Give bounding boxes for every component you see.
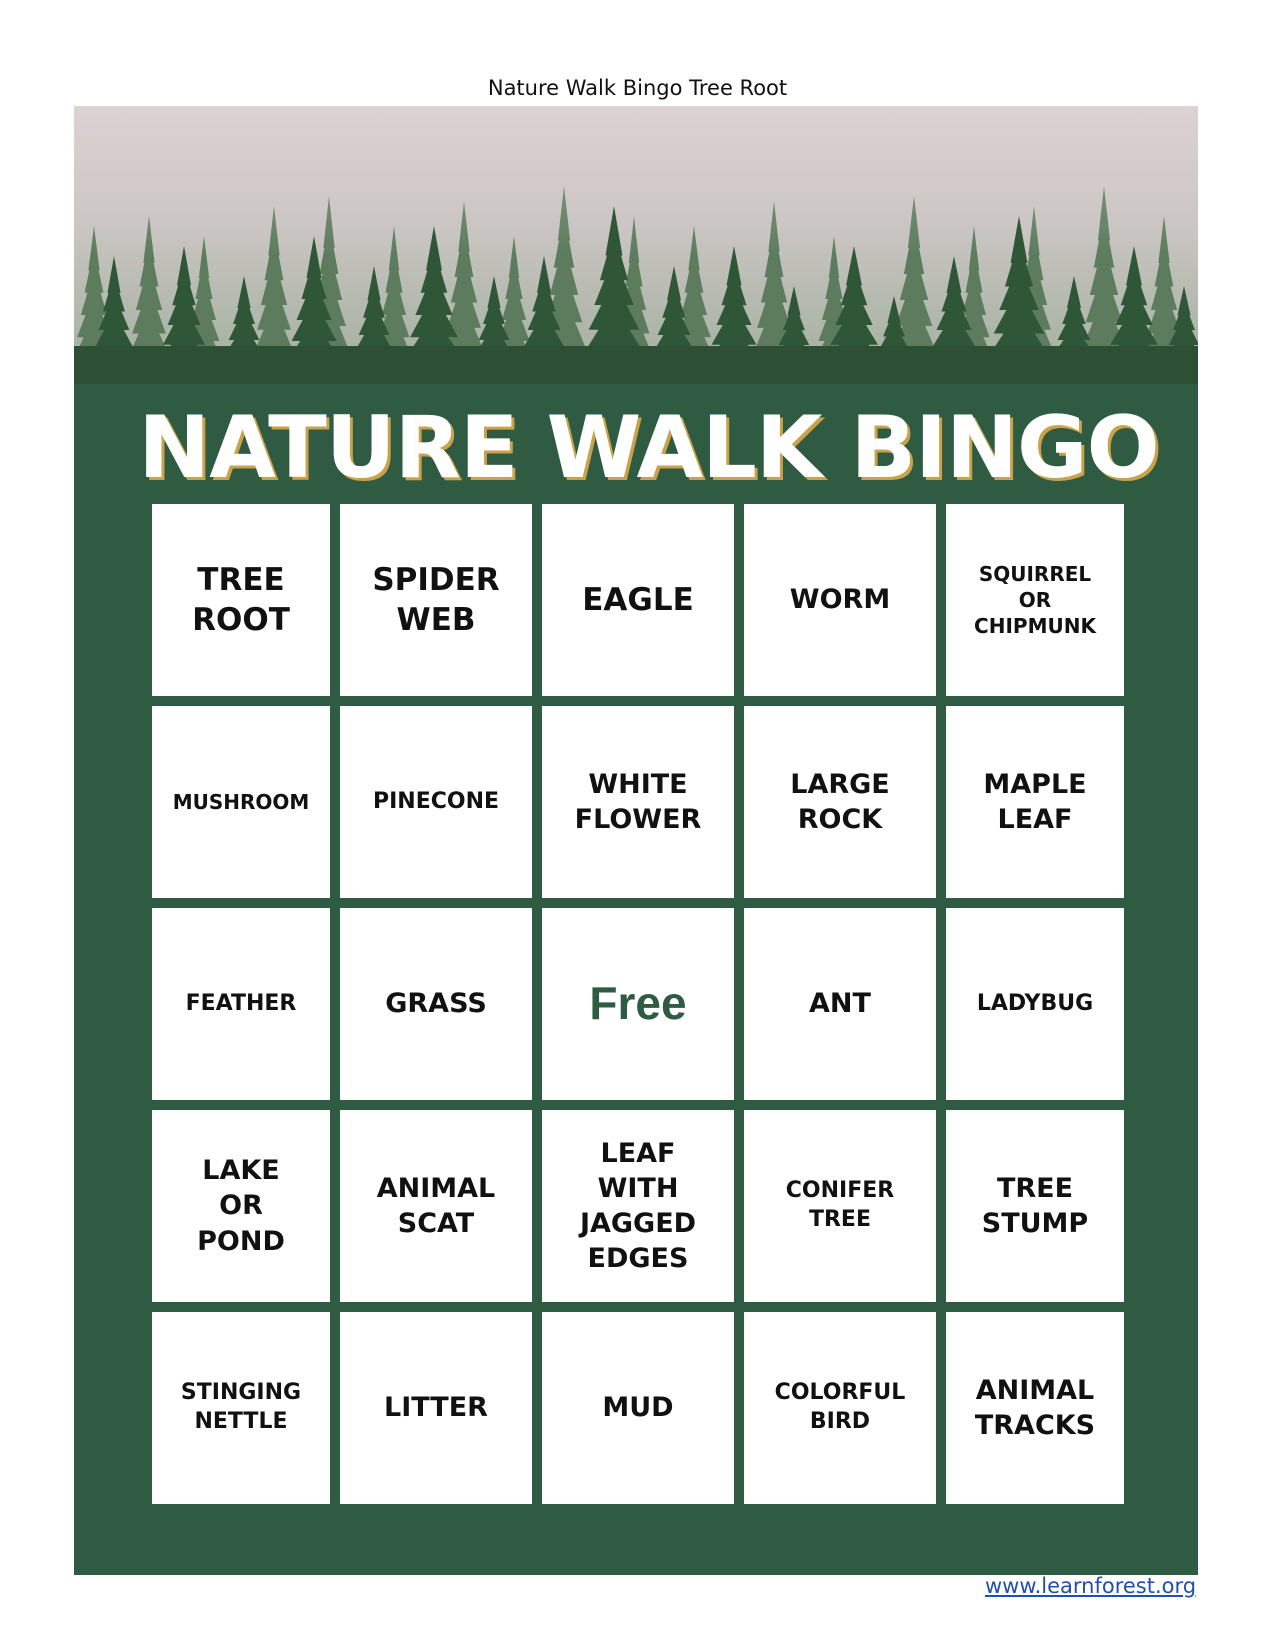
bingo-cell[interactable]	[946, 504, 1124, 696]
bingo-cell[interactable]	[152, 1110, 330, 1302]
cell-label: TREE ROOT	[192, 561, 290, 638]
forest-banner-image	[74, 106, 1198, 384]
cell-label: EAGLE	[582, 581, 694, 618]
document-header: Nature Walk Bingo Tree Root	[487, 76, 788, 100]
bingo-cell[interactable]	[152, 1312, 330, 1504]
cell-label: COLORFUL BIRD	[774, 1380, 906, 1434]
cell-label: GRASS	[385, 988, 487, 1020]
bingo-grid	[152, 504, 1124, 1504]
cell-label: LEAF WITH JAGGED EDGES	[579, 1137, 697, 1275]
cell-label: MAPLE LEAF	[983, 768, 1087, 835]
bingo-cell[interactable]	[152, 706, 330, 898]
cell-label: TREE STUMP	[981, 1172, 1089, 1239]
bingo-cell[interactable]	[340, 1110, 532, 1302]
cell-label: STINGING NETTLE	[180, 1380, 302, 1434]
cell-label: PINECONE	[372, 788, 500, 814]
cell-label: MUSHROOM	[172, 790, 310, 814]
bingo-cell[interactable]	[542, 1110, 734, 1302]
bingo-cell[interactable]	[340, 706, 532, 898]
bingo-cell[interactable]	[340, 504, 532, 696]
cell-label: LAKE OR POND	[197, 1155, 285, 1257]
cell-label: WORM	[789, 584, 891, 616]
bingo-cell[interactable]	[946, 1312, 1124, 1504]
cell-label: ANIMAL SCAT	[376, 1172, 496, 1239]
bingo-cell[interactable]	[946, 706, 1124, 898]
cell-label: LITTER	[384, 1392, 488, 1424]
bingo-sheet	[74, 106, 1198, 1575]
bingo-cell[interactable]	[946, 908, 1124, 1100]
bingo-cell[interactable]	[152, 504, 330, 696]
free-label: Free	[589, 977, 687, 1030]
bingo-cell[interactable]	[340, 908, 532, 1100]
bingo-title: NATURE WALK BINGO	[138, 398, 1159, 498]
cell-label: LADYBUG	[976, 990, 1094, 1016]
cell-label: CONIFER TREE	[785, 1178, 895, 1232]
bingo-cell[interactable]	[744, 908, 936, 1100]
bingo-cell[interactable]	[744, 1110, 936, 1302]
bingo-cell[interactable]	[946, 1110, 1124, 1302]
bingo-cell[interactable]	[542, 706, 734, 898]
cell-label: ANIMAL TRACKS	[974, 1374, 1096, 1441]
cell-label: ANT	[809, 988, 871, 1020]
cell-label: WHITE FLOWER	[574, 768, 702, 835]
cell-label: FEATHER	[185, 990, 297, 1016]
bingo-cell[interactable]	[542, 1312, 734, 1504]
bingo-cell[interactable]	[340, 1312, 532, 1504]
bingo-free-cell[interactable]	[542, 908, 734, 1100]
footer-website-link[interactable]: www.learnforest.org	[985, 1574, 1197, 1598]
bingo-cell[interactable]	[744, 504, 936, 696]
cell-label: MUD	[602, 1392, 674, 1424]
cell-label: SPIDER WEB	[372, 561, 500, 638]
bingo-cell[interactable]	[542, 504, 734, 696]
cell-label: LARGE ROCK	[790, 768, 890, 835]
bingo-cell[interactable]	[152, 908, 330, 1100]
bingo-cell[interactable]	[744, 706, 936, 898]
bingo-cell[interactable]	[744, 1312, 936, 1504]
cell-label: SQUIRREL OR CHIPMUNK	[974, 562, 1096, 638]
